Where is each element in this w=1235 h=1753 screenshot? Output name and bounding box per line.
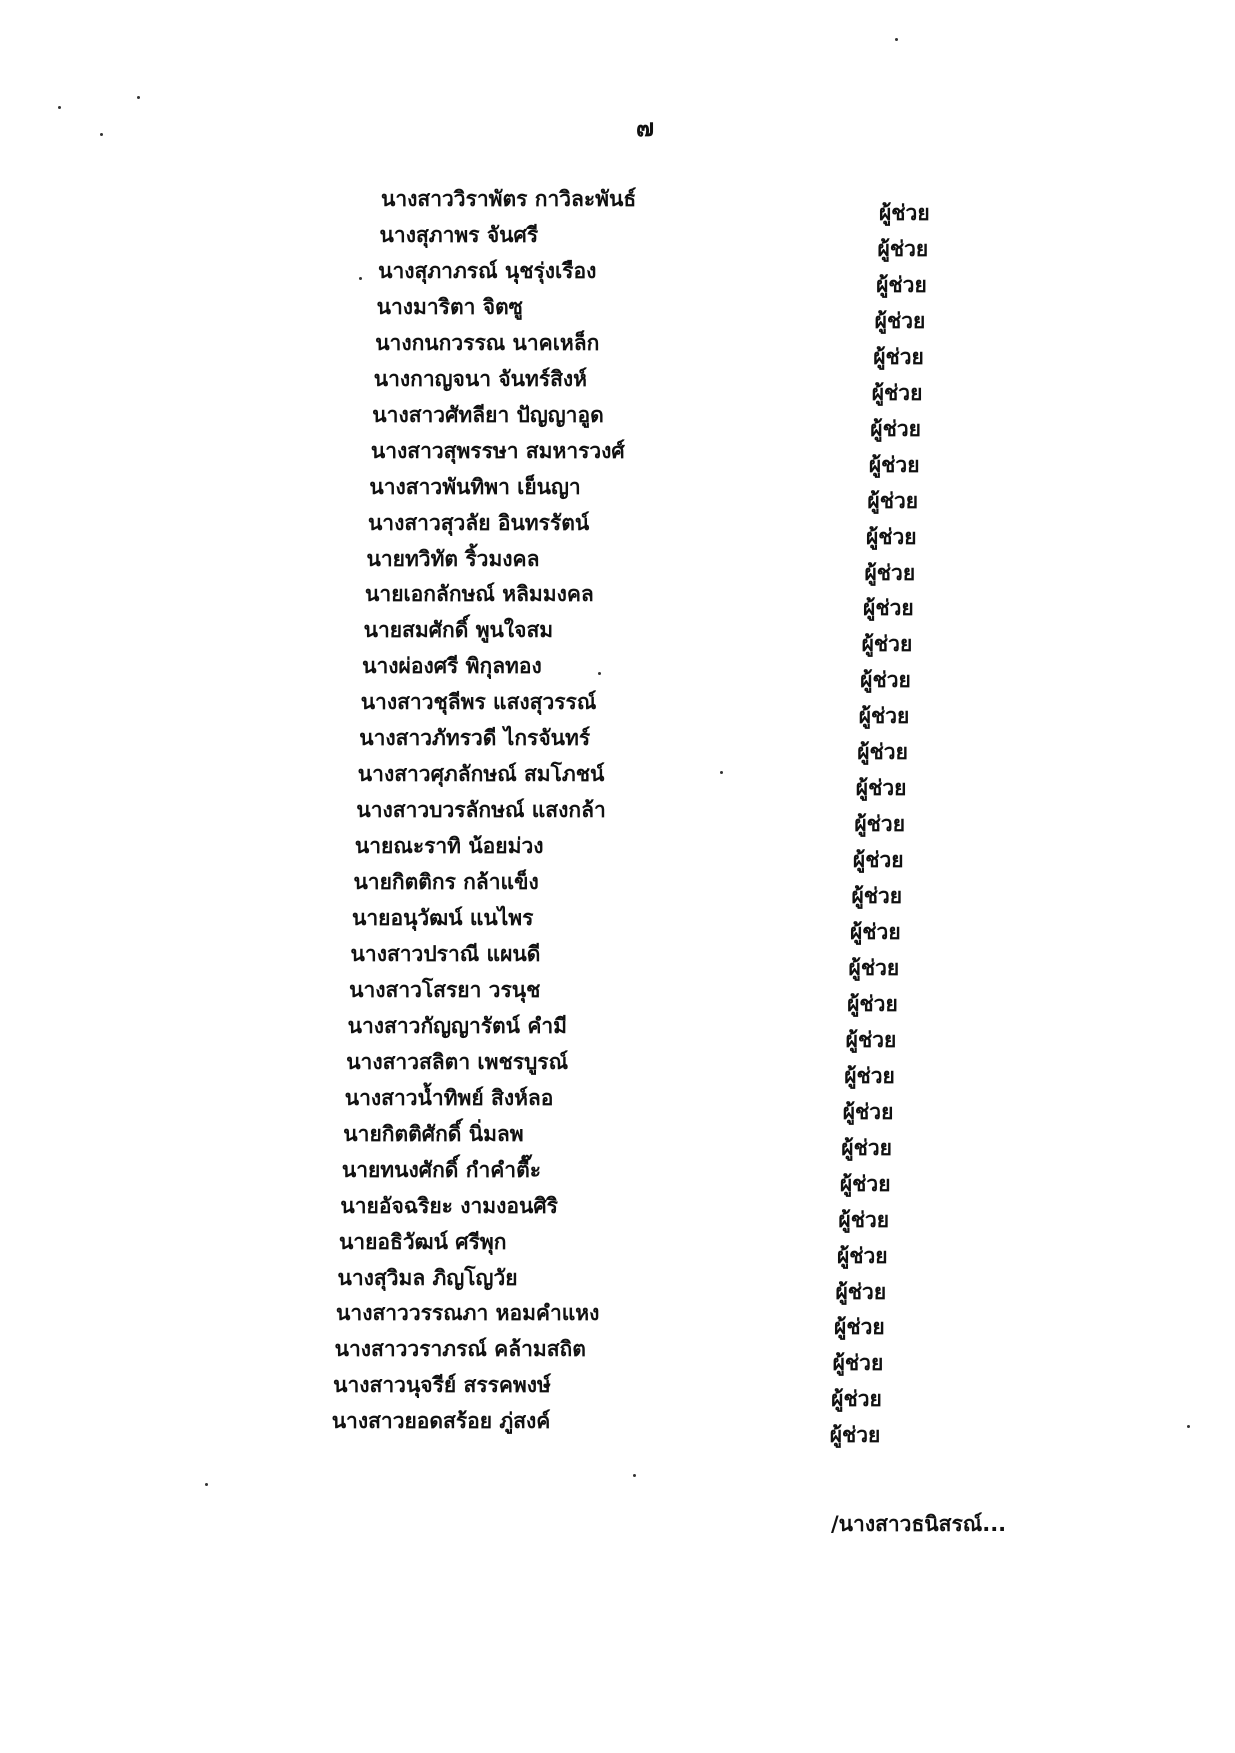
- roster-name: นายทวิทัต ริ้วมงคล: [366, 546, 540, 571]
- roster-role: ผู้ช่วย: [848, 955, 900, 980]
- roster-name: นางสาววรรณภา หอมคำแหง: [336, 1301, 600, 1326]
- roster-role: ผู้ช่วย: [834, 1315, 885, 1340]
- roster-role: ผู้ช่วย: [877, 236, 929, 261]
- roster-name: นางผ่องศรี พิกุลทอง: [362, 654, 542, 679]
- roster-name: นางกนกวรรณ นาคเหล็ก: [375, 330, 600, 355]
- roster-role: ผู้ช่วย: [863, 596, 914, 621]
- roster-name: นายสมศักดิ์ พูนใจสม: [363, 618, 554, 643]
- roster-role: ผู้ช่วย: [835, 1279, 887, 1304]
- roster-name: นางมาริตา จิตซู: [376, 294, 523, 319]
- roster-name: นางสาวภัทรวดี ไกรจันทร์: [359, 726, 591, 751]
- roster-role: ผู้ช่วย: [879, 201, 930, 225]
- roster-role: ผู้ช่วย: [844, 1063, 895, 1088]
- roster-role: ผู้ช่วย: [864, 560, 916, 585]
- roster-name: นายกิตติศักดิ์ นิ่มลพ: [343, 1121, 524, 1146]
- roster-role: ผู้ช่วย: [842, 1099, 894, 1124]
- roster-role: ผู้ช่วย: [874, 308, 926, 333]
- roster-name: นายทนงศักดิ์ กำคำตื๊ะ: [341, 1157, 542, 1182]
- roster-role: ผู้ช่วย: [858, 704, 910, 729]
- roster-name: นางสุวิมล ภิญโญวัย: [337, 1265, 518, 1290]
- roster-name: นางสาวน้ำทิพย์ สิงห์ลอ: [344, 1085, 554, 1110]
- roster-role: ผู้ช่วย: [847, 991, 898, 1016]
- scan-speck: [598, 672, 601, 675]
- scan-speck: [1187, 1425, 1190, 1428]
- roster-name: นายณะราทิ น้อยม่วง: [354, 834, 544, 859]
- roster-role: ผู้ช่วย: [845, 1027, 897, 1052]
- roster-role: ผู้ช่วย: [870, 416, 921, 441]
- roster-name: นางสุภาภรณ์ นุชรุ่งเรือง: [378, 258, 597, 283]
- roster-role: ผู้ช่วย: [857, 740, 908, 765]
- roster-name: นายอธิวัฒน์ ศรีพุก: [338, 1229, 507, 1254]
- scan-speck: [137, 96, 140, 99]
- roster-role: ผู้ช่วย: [838, 1207, 890, 1232]
- roster-role: ผู้ช่วย: [832, 1351, 884, 1376]
- roster-role: ผู้ช่วย: [851, 884, 903, 909]
- roster-name: นางสาวพันทิพา เย็นญา: [369, 474, 581, 499]
- roster-name: นางสาวสุพรรษา สมหารวงศ์: [370, 438, 625, 463]
- roster-name: นางสาวบวรลักษณ์ แสงกล้า: [356, 798, 606, 823]
- scan-speck: [100, 133, 103, 136]
- roster-name: นางสาวสลิตา เพชรบูรณ์: [346, 1049, 569, 1074]
- roster-name: นายอนุวัฒน์ แนไพร: [352, 906, 534, 930]
- roster-name: นางสาวศัทลียา ปัญญาอูด: [372, 402, 604, 427]
- scan-speck: [58, 106, 61, 109]
- roster-role: ผู้ช่วย: [868, 452, 920, 477]
- roster-name: นางสาววราภรณ์ คล้ามสถิต: [334, 1337, 586, 1362]
- scan-speck: [720, 771, 723, 774]
- scan-speck: [895, 38, 898, 41]
- roster-name: นางสาวสุวลัย อินทรรัตน์: [367, 510, 590, 535]
- roster-role: ผู้ช่วย: [839, 1171, 891, 1196]
- roster-role: ผู้ช่วย: [860, 668, 911, 693]
- scan-speck: [633, 1474, 636, 1477]
- roster-name: นายเอกลักษณ์ หลิมมงคล: [365, 582, 594, 607]
- roster-name: นางสุภาพร จันศรี: [379, 222, 539, 247]
- roster-role: ผู้ช่วย: [865, 524, 917, 549]
- roster-role: ผู้ช่วย: [831, 1387, 882, 1412]
- roster-name: นางสาวชุลีพร แสงสุวรรณ์: [360, 690, 597, 715]
- roster-name: นางสาวโสรยา วรนุช: [349, 977, 541, 1002]
- roster-role: ผู้ช่วย: [867, 488, 919, 513]
- roster-name: นางสาวยอดสร้อย ภู่สงค์: [331, 1409, 551, 1434]
- roster-name: นางกาญจนา จันทร์สิงห์: [373, 366, 588, 391]
- roster-name: นายอัจฉริยะ งามงอนศิริ: [340, 1193, 558, 1218]
- roster-name: นางสาวปราณี แผนดี: [350, 941, 541, 966]
- roster-role: ผู้ช่วย: [873, 344, 924, 369]
- roster-role: ผู้ช่วย: [876, 272, 927, 297]
- page-number: ๗: [636, 114, 655, 142]
- roster-role: ผู้ช่วย: [855, 776, 907, 801]
- roster-role: ผู้ช่วย: [852, 848, 904, 873]
- roster-role: ผู้ช่วย: [850, 920, 901, 944]
- roster-role: ผู้ช่วย: [829, 1423, 881, 1448]
- roster-role: ผู้ช่วย: [854, 812, 905, 837]
- continuation-note: /นางสาวธนิสรณ์...: [831, 1512, 1007, 1536]
- roster-name: นางสาวกัญญารัตน์ คำมี: [347, 1013, 568, 1038]
- roster-name: นางสาวนุจรีย์ สรรคพงษ์: [333, 1373, 551, 1398]
- roster-role: ผู้ช่วย: [861, 632, 913, 657]
- roster-name: นายกิตติกร กล้าแข็ง: [353, 870, 539, 895]
- roster-name: นางสาววิราพัตร กาวิละพันธ์: [381, 187, 637, 211]
- roster-role: ผู้ช่วย: [841, 1135, 892, 1160]
- scan-speck: [359, 277, 362, 280]
- roster-role: ผู้ช่วย: [871, 380, 923, 405]
- roster-role: ผู้ช่วย: [836, 1243, 888, 1268]
- roster-name: นางสาวศุภลักษณ์ สมโภชน์: [357, 762, 605, 787]
- scan-speck: [205, 1483, 208, 1486]
